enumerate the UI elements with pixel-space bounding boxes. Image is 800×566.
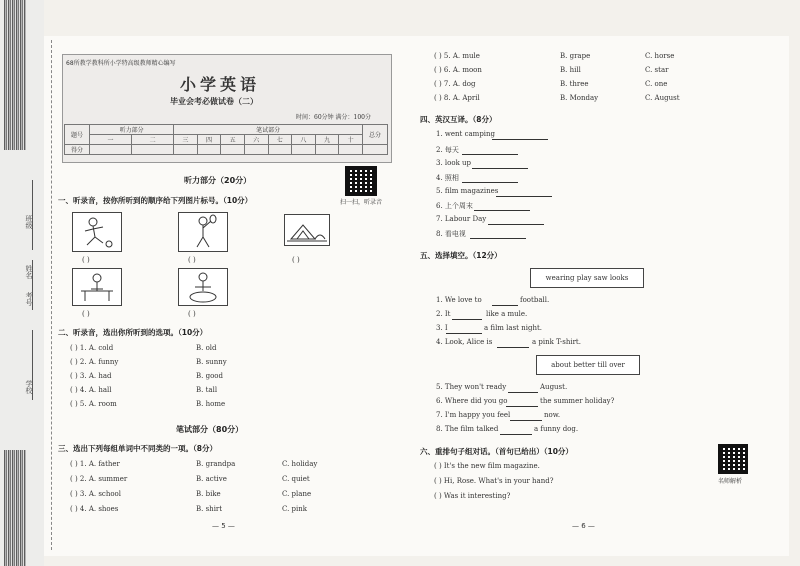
section-4-title: 四、英汉互译。（8分） bbox=[420, 115, 497, 124]
s2-q5-a[interactable]: ( ) 5. A. room bbox=[70, 400, 117, 408]
binding-strip bbox=[0, 0, 44, 566]
s5-q5-b: August. bbox=[540, 383, 568, 391]
s3-q1-a[interactable]: ( ) 1. A. father bbox=[70, 460, 120, 468]
s3-q1-c: C. holiday bbox=[282, 460, 318, 468]
s3-q2-a[interactable]: ( ) 2. A. summer bbox=[70, 475, 128, 483]
s2-q3-b: B. good bbox=[196, 372, 223, 380]
scan-texture bbox=[4, 0, 26, 150]
score-table bbox=[64, 124, 388, 155]
picture-bracket-4[interactable]: ( ) bbox=[82, 310, 90, 318]
s5-q5-a: 5. They won't ready bbox=[436, 383, 507, 391]
score-row-label: 得分 bbox=[65, 145, 90, 155]
answer-line[interactable] bbox=[462, 182, 518, 183]
s3-q5-b: B. grape bbox=[560, 52, 591, 60]
s3-q2-c: C. quiet bbox=[282, 475, 310, 483]
score-num: 一 bbox=[90, 135, 132, 145]
s5-q6-b: the summer holiday? bbox=[540, 397, 615, 405]
s2-q4-a[interactable]: ( ) 4. A. hall bbox=[70, 386, 112, 394]
s5-q3-b: a film last night. bbox=[484, 324, 542, 332]
blank[interactable] bbox=[506, 406, 538, 407]
score-col-total: 总分 bbox=[363, 125, 388, 145]
blank[interactable] bbox=[452, 319, 482, 320]
word-bank-2: about better till over bbox=[536, 355, 640, 375]
s2-q1-b: B. old bbox=[196, 344, 217, 352]
s5-q7-a: 7. I'm happy you feel bbox=[436, 411, 511, 419]
s3-q6-c: C. star bbox=[645, 66, 669, 74]
s3-q7-c: C. one bbox=[645, 80, 668, 88]
s2-q1-a[interactable]: ( ) 1. A. cold bbox=[70, 344, 114, 352]
s5-q4-a: 4. Look, Alice is bbox=[436, 338, 493, 346]
s3-q8-c: C. August bbox=[645, 94, 680, 102]
publisher: 68所教学教科所小学特高级教师精心编写 bbox=[66, 60, 176, 67]
school-label: 学校 bbox=[25, 380, 33, 394]
score-num: 九 bbox=[315, 135, 339, 145]
s5-q7-b: now. bbox=[544, 411, 561, 419]
s3-q6-b: B. hill bbox=[560, 66, 581, 74]
picture-bracket-5[interactable]: ( ) bbox=[188, 310, 196, 318]
section-3-title: 三、选出下列每组单词中不同类的一项。（8分） bbox=[58, 444, 217, 453]
picture-bracket-1[interactable]: ( ) bbox=[82, 256, 90, 264]
section-6-title: 六、重排句子组对话。（首句已给出）（10分） bbox=[420, 447, 573, 456]
score-col-writing: 笔试部分 bbox=[174, 125, 363, 135]
s3-q7-b: B. three bbox=[560, 80, 589, 88]
answer-line[interactable] bbox=[474, 210, 530, 211]
s2-q2-b: B. sunny bbox=[196, 358, 227, 366]
qr-code-analysis[interactable] bbox=[718, 444, 748, 474]
s6-item-3[interactable]: ( ) Was it interesting? bbox=[434, 492, 511, 500]
s5-q3-a: 3. I bbox=[436, 324, 448, 332]
class-label: 班级 bbox=[25, 215, 33, 229]
blank[interactable] bbox=[510, 420, 542, 421]
s2-q2-a[interactable]: ( ) 2. A. funny bbox=[70, 358, 119, 366]
fold-line bbox=[51, 40, 52, 550]
s3-q5-c: C. horse bbox=[645, 52, 675, 60]
s2-q5-b: B. home bbox=[196, 400, 226, 408]
s5-q1-b: football. bbox=[520, 296, 550, 304]
qr-caption: 扫一扫，听录音 bbox=[340, 199, 383, 206]
score-col-question: 题号 bbox=[65, 125, 90, 145]
s6-item-2[interactable]: ( ) Hi, Rose. What's in your hand? bbox=[434, 477, 554, 485]
s3-q2-b: B. active bbox=[196, 475, 227, 483]
s4-item-5: 5. film magazines bbox=[436, 187, 499, 195]
s5-q2-b: like a mule. bbox=[486, 310, 528, 318]
s3-q3-c: C. plane bbox=[282, 490, 312, 498]
s4-item-2: 2. 每天 bbox=[436, 146, 459, 154]
blank[interactable] bbox=[497, 347, 529, 348]
blank[interactable] bbox=[508, 392, 538, 393]
section-2-title: 二、听录音，选出你所听到的选项。（10分） bbox=[58, 328, 208, 337]
s3-q5-a[interactable]: ( ) 5. A. mule bbox=[434, 52, 480, 60]
s4-item-6: 6. 上个周末 bbox=[436, 202, 473, 210]
s3-q8-a[interactable]: ( ) 8. A. April bbox=[434, 94, 480, 102]
s2-q3-a[interactable]: ( ) 3. A. had bbox=[70, 372, 112, 380]
score-col-listening: 听力部分 bbox=[90, 125, 174, 135]
s4-item-7: 7. Labour Day bbox=[436, 215, 487, 223]
s4-item-3: 3. look up bbox=[436, 159, 472, 167]
s5-q1-a: 1. We love to bbox=[436, 296, 482, 304]
s3-q4-c: C. pink bbox=[282, 505, 308, 513]
s3-q7-a[interactable]: ( ) 7. A. dog bbox=[434, 80, 476, 88]
s3-q4-a[interactable]: ( ) 4. A. shoes bbox=[70, 505, 119, 513]
picture-playing-football bbox=[72, 212, 122, 252]
s5-q6-a: 6. Where did you go bbox=[436, 397, 508, 405]
score-num: 六 bbox=[244, 135, 268, 145]
picture-washing-clothes bbox=[178, 268, 228, 306]
qr-caption-analysis: 名师解析 bbox=[718, 478, 743, 485]
s3-q1-b: B. grandpa bbox=[196, 460, 236, 468]
picture-camping-tent bbox=[284, 214, 330, 246]
s4-item-1: 1. went camping bbox=[436, 130, 496, 138]
score-num: 八 bbox=[292, 135, 316, 145]
page-number-left: — 5 — bbox=[212, 522, 235, 530]
section-1-title: 一、听录音，按你所听到的顺序给下列图片标号。（10分） bbox=[58, 196, 253, 205]
number-label: 考号 bbox=[25, 292, 33, 306]
qr-code-listening[interactable] bbox=[345, 166, 377, 196]
s3-q4-b: B. shirt bbox=[196, 505, 223, 513]
s3-q8-b: B. Monday bbox=[560, 94, 599, 102]
writing-heading: 笔试部分（80分） bbox=[176, 425, 244, 434]
score-num: 七 bbox=[268, 135, 292, 145]
answer-line[interactable] bbox=[492, 139, 548, 140]
scan-texture bbox=[4, 450, 26, 566]
s3-q3-b: B. bike bbox=[196, 490, 221, 498]
score-num: 四 bbox=[197, 135, 221, 145]
answer-line[interactable] bbox=[488, 224, 544, 225]
s2-q4-b: B. tall bbox=[196, 386, 218, 394]
word-bank-1: wearing play saw looks bbox=[530, 268, 644, 288]
score-num: 三 bbox=[174, 135, 198, 145]
blank[interactable] bbox=[500, 434, 532, 435]
listening-heading: 听力部分（20分） bbox=[184, 176, 252, 185]
answer-line[interactable] bbox=[496, 196, 552, 197]
s3-q6-a[interactable]: ( ) 6. A. moon bbox=[434, 66, 482, 74]
picture-reading-table bbox=[72, 268, 122, 306]
s6-item-1[interactable]: ( ) It's the new film magazine. bbox=[434, 462, 540, 470]
s5-q8-b: a funny dog. bbox=[534, 425, 579, 433]
answer-line[interactable] bbox=[472, 168, 528, 169]
time-score: 时间：60分钟 满分：100分 bbox=[296, 114, 371, 121]
s4-item-8: 8. 看电视 bbox=[436, 230, 466, 238]
score-num: 二 bbox=[132, 135, 174, 145]
answer-line[interactable] bbox=[470, 238, 526, 239]
page-number-right: — 6 — bbox=[572, 522, 595, 530]
exam-title: 毕业会考必做试卷（二） bbox=[170, 97, 258, 106]
score-num: 十 bbox=[339, 135, 363, 145]
score-num: 五 bbox=[221, 135, 245, 145]
picture-playing-tennis bbox=[178, 212, 228, 252]
picture-bracket-3[interactable]: ( ) bbox=[292, 256, 300, 264]
s5-q4-b: a pink T-shirt. bbox=[532, 338, 581, 346]
blank[interactable] bbox=[492, 305, 518, 306]
subject-title: 小学英语 bbox=[180, 75, 261, 94]
s4-item-4: 4. 照相 bbox=[436, 174, 459, 182]
blank[interactable] bbox=[446, 333, 482, 334]
section-5-title: 五、选择填空。（12分） bbox=[420, 251, 502, 260]
s5-q8-a: 8. The film talked bbox=[436, 425, 499, 433]
s5-q2-a: 2. It bbox=[436, 310, 451, 318]
name-label: 姓名 bbox=[25, 265, 33, 279]
picture-bracket-2[interactable]: ( ) bbox=[188, 256, 196, 264]
s3-q3-a[interactable]: ( ) 3. A. school bbox=[70, 490, 122, 498]
answer-line[interactable] bbox=[462, 154, 518, 155]
